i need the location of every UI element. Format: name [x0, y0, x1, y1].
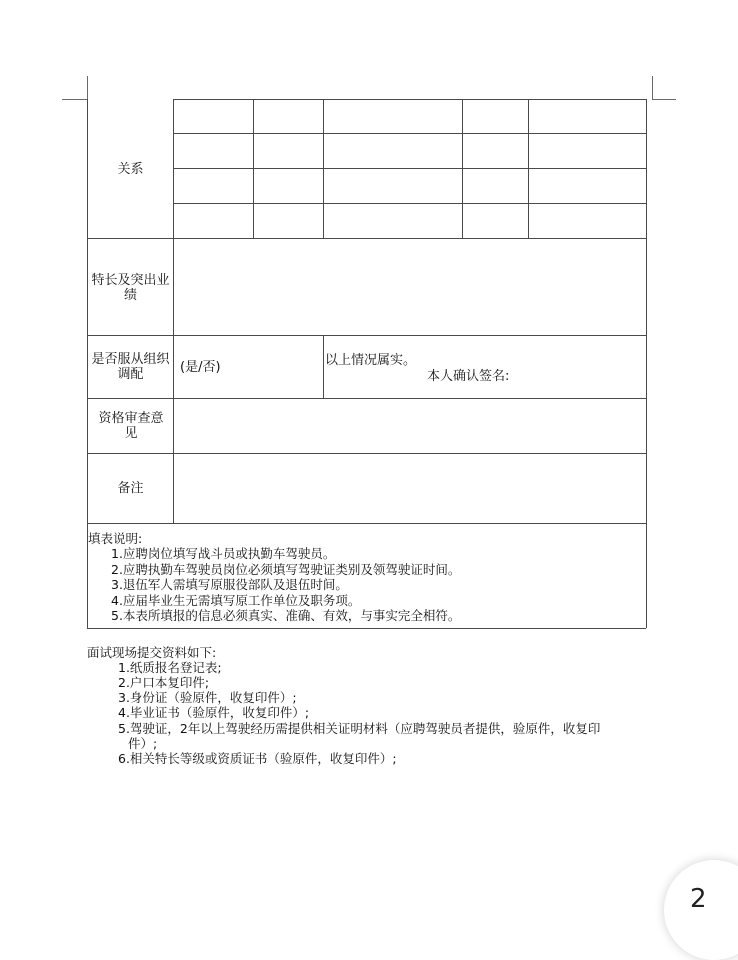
instruction-item: 2.应聘执勤车驾驶员岗位必须填写驾驶证类别及领驾驶证时间。 — [111, 562, 461, 577]
instruction-item: 5.本表所填报的信息必须真实、准确、有效，与事实完全相符。 — [111, 608, 461, 623]
obey-assignment-label: 是否服从组织调配 — [91, 352, 170, 382]
obey-assignment-value[interactable]: (是/否) — [180, 360, 221, 375]
qualification-review-label: 资格审查意见 — [98, 411, 164, 441]
row-line-notes-top — [87, 523, 646, 524]
crop-mark-left-horizontal — [62, 99, 87, 100]
crop-mark-left-vertical — [87, 76, 88, 99]
relation-col-divider-2 — [323, 99, 324, 238]
relation-col-divider-4 — [528, 99, 529, 238]
relation-label: 关系 — [117, 161, 144, 177]
submission-item: 1.纸质报名登记表; — [118, 660, 222, 675]
instruction-item: 4.应届毕业生无需填写原工作单位及职务项。 — [111, 593, 361, 608]
crop-mark-right-horizontal — [652, 99, 676, 100]
table-top-border — [173, 99, 646, 100]
instruction-item: 1.应聘岗位填写战斗员或执勤车驾驶员。 — [111, 546, 336, 561]
specialty-input[interactable] — [174, 239, 646, 335]
submission-item: 5.驾驶证，2年以上驾驶经历需提供相关证明材料（应聘驾驶员者提供，验原件，收复印 — [118, 721, 601, 736]
crop-mark-right-vertical — [652, 76, 653, 99]
submission-heading: 面试现场提交资料如下: — [87, 645, 217, 660]
instructions-heading: 填表说明: — [88, 531, 143, 546]
specialty-label: 特长及突出业绩 — [91, 273, 170, 303]
table-right-border — [646, 99, 647, 628]
page-number: 2 — [690, 884, 707, 914]
relation-row-line-2 — [173, 168, 646, 169]
relation-row-line-3 — [173, 203, 646, 204]
submission-item: 6.相关特长等级或资质证书（验原件，收复印件）; — [118, 751, 397, 766]
instruction-item: 3.退伍军人需填写原服役部队及退伍时间。 — [111, 577, 348, 592]
remarks-label: 备注 — [117, 481, 144, 496]
submission-item: 4.毕业证书（验原件，收复印件）; — [118, 705, 310, 720]
obey-value-divider — [323, 335, 324, 398]
declaration-text: 以上情况属实。 — [325, 353, 417, 368]
relation-row-line-1 — [173, 133, 646, 134]
submission-item-continuation: 件）; — [128, 736, 158, 751]
signature-label: 本人确认签名: — [427, 369, 510, 384]
submission-item: 3.身份证（验原件，收复印件）; — [118, 690, 297, 705]
table-bottom-border — [87, 628, 646, 629]
relation-col-divider-3 — [462, 99, 463, 238]
remarks-input[interactable] — [174, 454, 646, 523]
review-opinion-input[interactable] — [174, 399, 646, 453]
relation-col-divider-1 — [253, 99, 254, 238]
submission-item: 2.户口本复印件; — [118, 675, 210, 690]
